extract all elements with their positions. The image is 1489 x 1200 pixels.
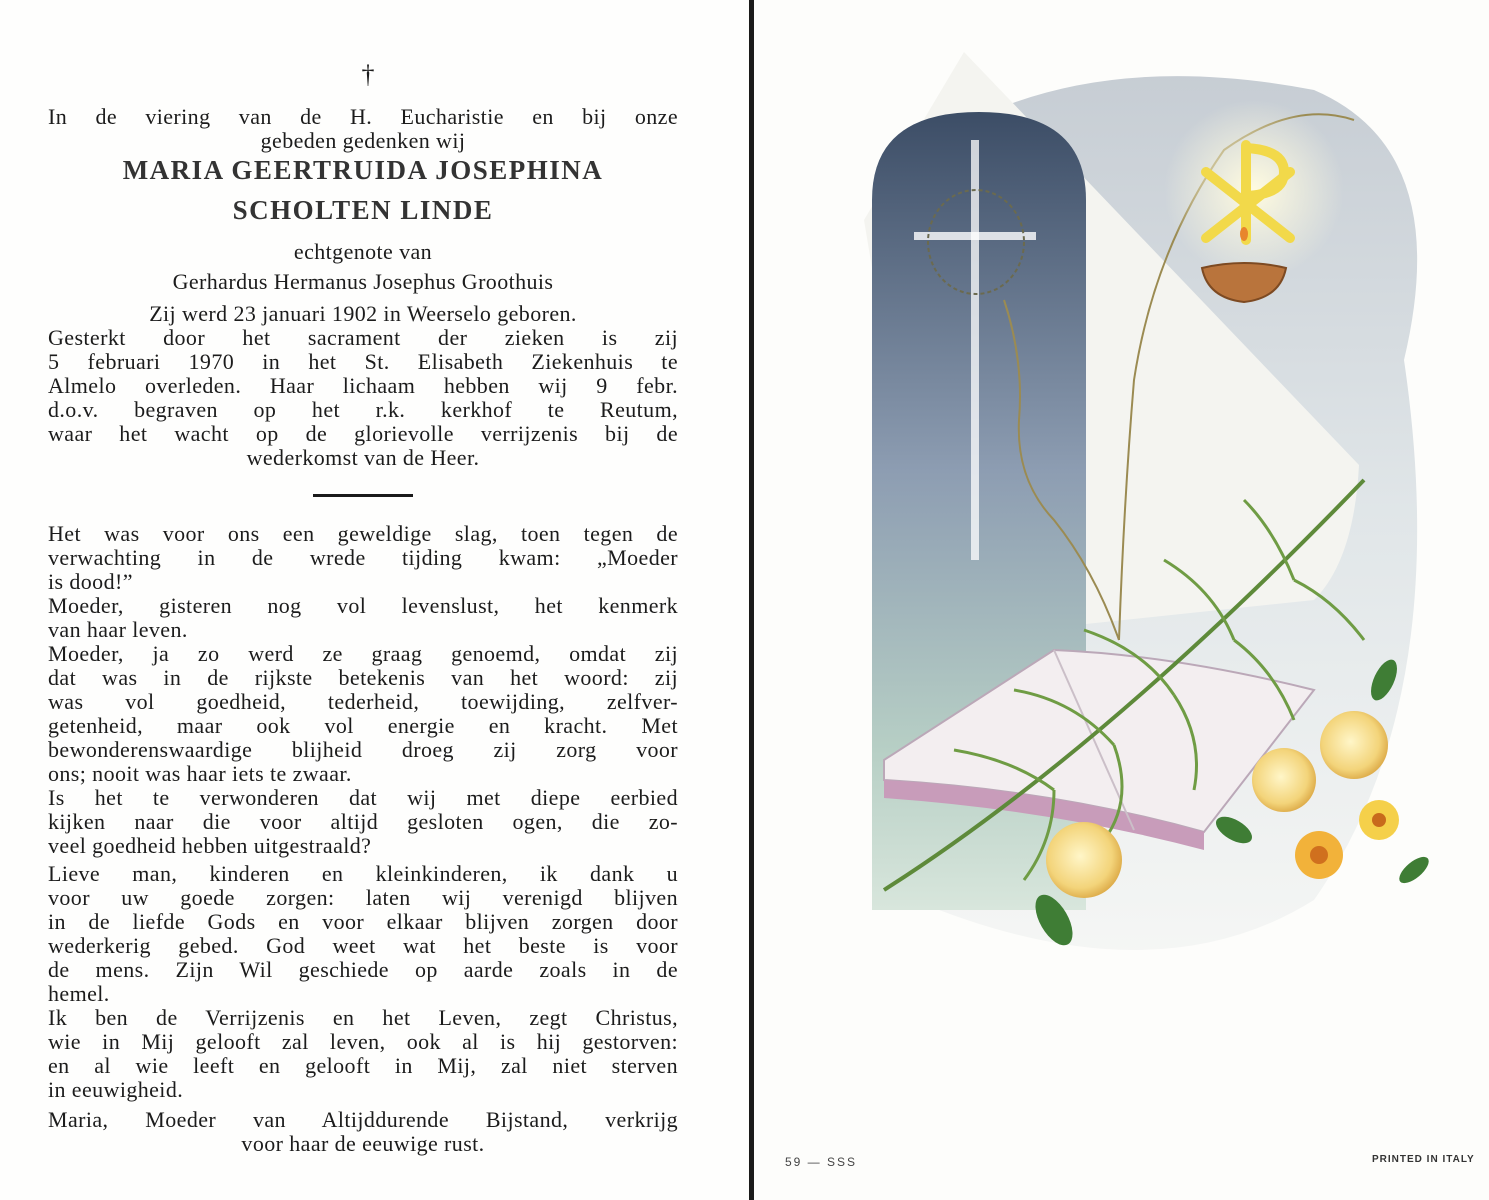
text-line: is dood!” bbox=[48, 569, 133, 594]
print-code: 59 — SSS bbox=[785, 1155, 858, 1169]
spouse-name: Gerhardus Hermanus Josephus Groothuis bbox=[172, 269, 554, 294]
religious-illustration bbox=[754, 0, 1489, 1200]
text-line: van haar leven. bbox=[48, 617, 188, 642]
text-line: in eeuwigheid. bbox=[48, 1077, 184, 1102]
text-line: getenheid, maar ook vol energie en kracht. Met bbox=[48, 713, 678, 738]
text-line: was vol goedheid, tederheid, toewijding, zelfver- bbox=[48, 689, 678, 714]
cross-symbol: † bbox=[361, 60, 375, 89]
text-line: hemel. bbox=[48, 981, 110, 1006]
deceased-name: SCHOLTEN LINDE bbox=[232, 195, 494, 225]
text-line: Maria, Moeder van Altijddurende Bijstand, verkrijg bbox=[48, 1107, 678, 1132]
text-line: Moeder, ja zo werd ze graag genoemd, omdat zij bbox=[48, 641, 678, 666]
bio-line: wederkomst van de Heer. bbox=[246, 445, 480, 470]
bio-line: Gesterkt door het sacrament der zieken is zij bbox=[48, 325, 678, 350]
bio-line: Zij werd 23 januari 1902 in Weerselo geboren. bbox=[149, 301, 577, 326]
text-line: Het was voor ons een geweldige slag, toen tegen de bbox=[48, 521, 678, 546]
text-line: in de liefde Gods en voor elkaar blijven zorgen door bbox=[48, 909, 678, 934]
text-line: ons; nooit was haar iets te zwaar. bbox=[48, 761, 352, 786]
cross-horizontal bbox=[914, 232, 1036, 240]
deceased-name: MARIA GEERTRUIDA JOSEPHINA bbox=[122, 155, 604, 185]
bio-line: 5 februari 1970 in het St. Elisabeth Ziekenhuis te bbox=[48, 349, 678, 374]
text-line: wederkerig gebed. God weet wat het beste is voor bbox=[48, 933, 678, 958]
text-line: de mens. Zijn Wil geschiede op aarde zoals in de bbox=[48, 957, 678, 982]
intro-line: In de viering van de H. Eucharistie en bij onze bbox=[48, 104, 678, 129]
intro-line: gebeden gedenken wij bbox=[260, 128, 466, 153]
text-line: dat was in de rijkste betekenis van het woord: zij bbox=[48, 665, 678, 690]
text-line: kijken naar die voor altijd gesloten ogen, die zo- bbox=[48, 809, 678, 834]
text-line: en al wie leeft en gelooft in Mij, zal niet sterven bbox=[48, 1053, 678, 1078]
text-line: Lieve man, kinderen en kleinkinderen, ik dank u bbox=[48, 861, 678, 886]
text-line: bewonderenswaardige blijheid droeg zij zorg voor bbox=[48, 737, 678, 762]
text-line: wie in Mij gelooft zal leven, ook al is hij gestorven: bbox=[48, 1029, 678, 1054]
text-line: voor uw goede zorgen: laten wij verenigd blijven bbox=[48, 885, 678, 910]
printed-in-label: PRINTED IN ITALY bbox=[1372, 1154, 1475, 1165]
lamp-glow bbox=[1164, 100, 1344, 280]
text-line: Ik ben de Verrijzenis en het Leven, zegt Christus, bbox=[48, 1005, 678, 1030]
text-line: Is het te verwonderen dat wij met diepe eerbied bbox=[48, 785, 678, 810]
lamp-flame bbox=[1240, 227, 1248, 241]
bio-line: Almelo overleden. Haar lichaam hebben wij 9 febr. bbox=[48, 373, 678, 398]
text-line: voor haar de eeuwige rust. bbox=[241, 1131, 485, 1156]
spouse-intro: echtgenote van bbox=[293, 239, 433, 264]
cross-vertical bbox=[971, 140, 979, 560]
divider-rule bbox=[313, 494, 413, 497]
text-line: Moeder, gisteren nog vol levenslust, het kenmerk bbox=[48, 593, 678, 618]
bio-line: d.o.v. begraven op het r.k. kerkhof te Reutum, bbox=[48, 397, 678, 422]
bio-line: waar het wacht op de glorievolle verrijzenis bij de bbox=[48, 421, 678, 446]
text-line: veel goedheid hebben uitgestraald? bbox=[48, 833, 372, 858]
text-line: verwachting in de wrede tijding kwam: „Moeder bbox=[48, 545, 678, 570]
